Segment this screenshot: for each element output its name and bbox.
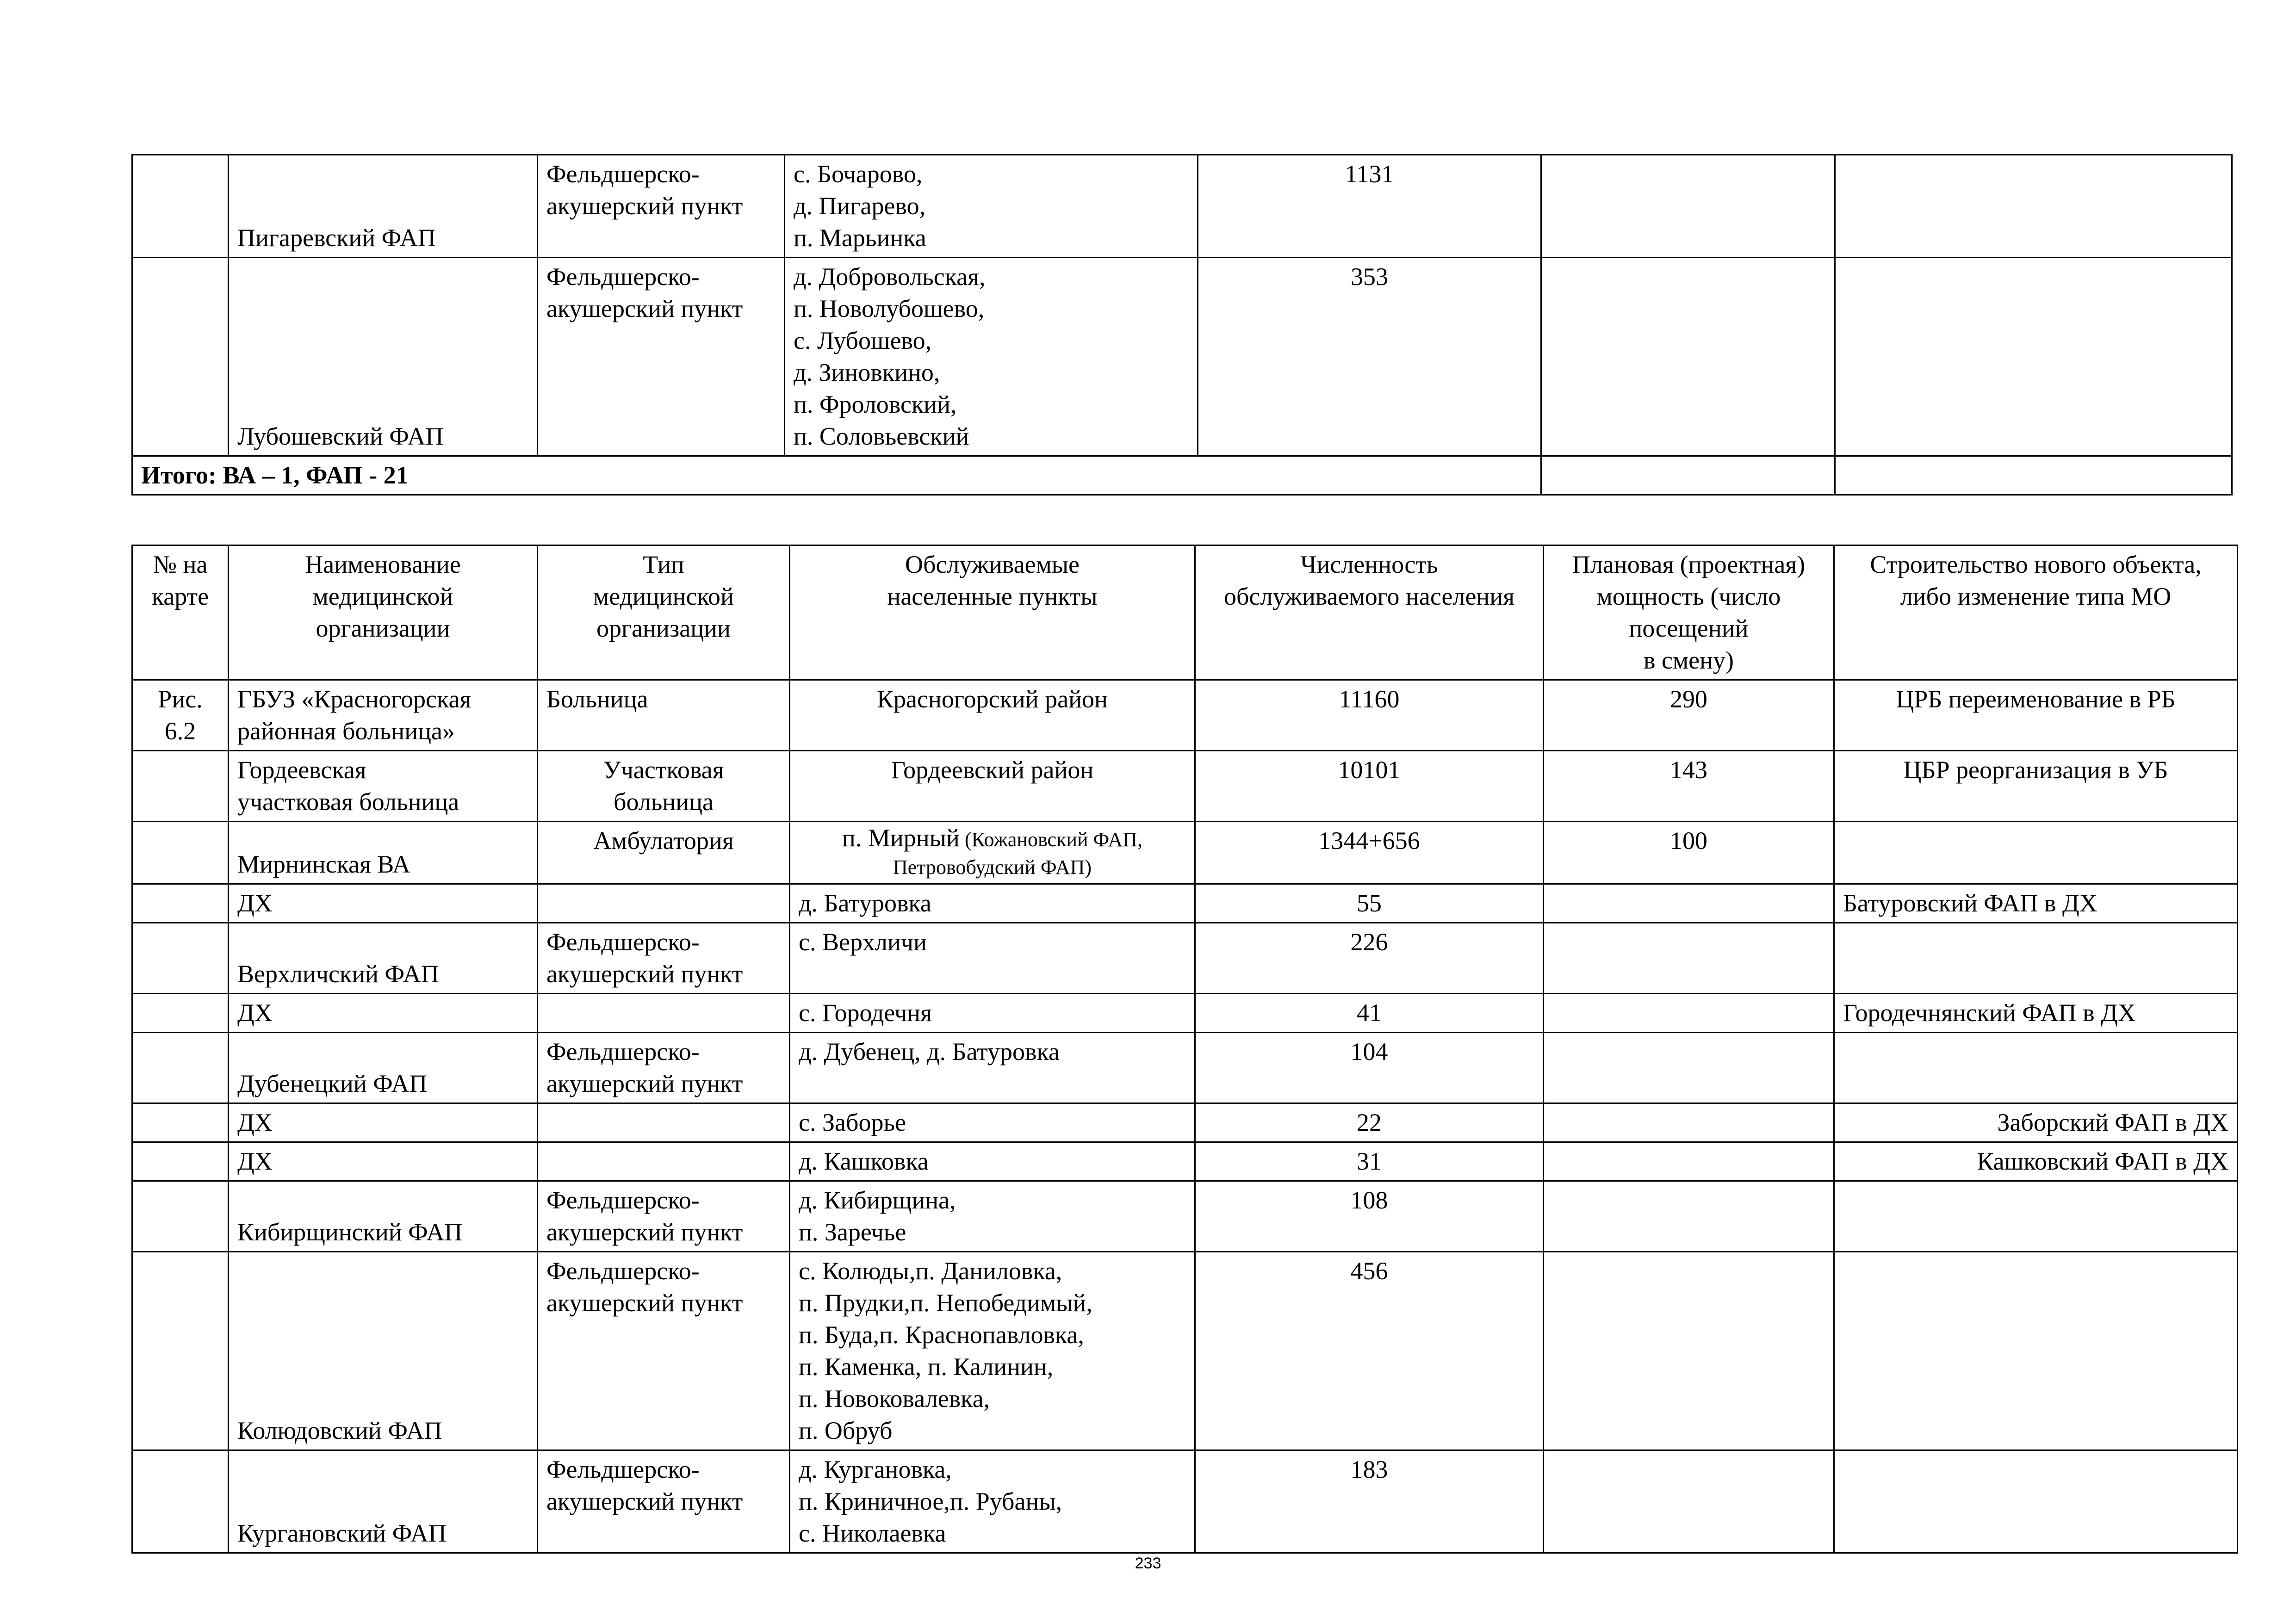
capacity-cell: [1544, 1181, 1834, 1252]
population-cell: 456: [1195, 1252, 1544, 1450]
population-cell: 31: [1195, 1142, 1544, 1181]
map-no-cell: [132, 822, 229, 884]
org-type-cell: Амбулатория: [538, 822, 790, 884]
total-cell: Итого: ВА – 1, ФАП - 21: [132, 456, 1541, 495]
settlements-cell: д. Дубенец, д. Батуровка: [790, 1033, 1195, 1103]
header-settlements: Обслуживаемые населенные пункты: [790, 545, 1195, 680]
capacity-cell: [1544, 994, 1834, 1033]
change-cell: [1835, 155, 2232, 258]
header-change: Строительство нового объекта, либо изменение типа МО: [1834, 545, 2238, 680]
medical-organizations-table: [131, 545, 2238, 1554]
settlements-cell: с. Заборье: [790, 1103, 1195, 1142]
capacity-cell: [1544, 1142, 1834, 1181]
table-row: [132, 1142, 2238, 1181]
change-cell: [1834, 1252, 2238, 1450]
settlements-cell: д. Кибирщина, п. Заречье: [790, 1181, 1195, 1252]
capacity-cell: [1544, 1252, 1834, 1450]
change-cell: [1835, 456, 2232, 495]
org-name-cell: ДХ: [229, 994, 538, 1033]
header-capacity: Плановая (проектная) мощность (число посещений в смену): [1544, 545, 1834, 680]
org-type-cell: Фельдшерско- акушерский пункт: [538, 1450, 790, 1553]
capacity-cell: 143: [1544, 751, 1834, 822]
org-name-cell: Кургановский ФАП: [229, 1450, 538, 1553]
table-row: [132, 155, 2232, 258]
org-type-cell: [538, 884, 790, 923]
map-no-cell: [132, 258, 229, 456]
table-row: [132, 994, 2238, 1033]
header-type: Тип медицинской организации: [538, 545, 790, 680]
org-name-cell: Гордеевская участковая больница: [229, 751, 538, 822]
capacity-cell: [1544, 1450, 1834, 1553]
org-type-cell: [538, 1103, 790, 1142]
table-row: [132, 1181, 2238, 1252]
org-name-cell: Дубенецкий ФАП: [229, 1033, 538, 1103]
settlements-cell: с. Городечня: [790, 994, 1195, 1033]
page-number: 233: [1135, 1555, 1161, 1572]
settlements-cell: с. Бочарово, д. Пигарево, п. Марьинка: [785, 155, 1198, 258]
org-type-cell: Фельдшерско- акушерский пункт: [538, 1252, 790, 1450]
map-no-cell: [132, 884, 229, 923]
capacity-cell: 100: [1544, 822, 1834, 884]
org-type-cell: [538, 1142, 790, 1181]
org-name-cell: Пигаревский ФАП: [229, 155, 538, 258]
map-no-cell: [132, 1103, 229, 1142]
map-no-cell: [132, 1181, 229, 1252]
org-type-cell: Фельдшерско- акушерский пункт: [538, 1181, 790, 1252]
change-cell: Заборский ФАП в ДХ: [1834, 1103, 2238, 1142]
org-name-cell: ДХ: [229, 1103, 538, 1142]
change-cell: [1834, 1450, 2238, 1553]
org-type-cell: Фельдшерско- акушерский пункт: [538, 923, 790, 994]
capacity-cell: 290: [1544, 680, 1834, 751]
map-no-cell: [132, 1033, 229, 1103]
org-type-cell: Участковая больница: [538, 751, 790, 822]
capacity-cell: [1541, 155, 1835, 258]
header-row: [132, 545, 2238, 680]
table-row: [132, 1033, 2238, 1103]
population-cell: 11160: [1195, 680, 1544, 751]
population-cell: 104: [1195, 1033, 1544, 1103]
org-name-cell: Лубошевский ФАП: [229, 258, 538, 456]
map-no-cell: [132, 994, 229, 1033]
table-row: [132, 1252, 2238, 1450]
capacity-cell: [1544, 1103, 1834, 1142]
settlements-cell: Гордеевский район: [790, 751, 1195, 822]
org-name-cell: Верхличский ФАП: [229, 923, 538, 994]
population-cell: 55: [1195, 884, 1544, 923]
table-row: [132, 751, 2238, 822]
table-row: [132, 1103, 2238, 1142]
org-type-cell: Фельдшерско- акушерский пункт: [538, 258, 785, 456]
table-row: [132, 1450, 2238, 1553]
change-cell: Батуровский ФАП в ДХ: [1834, 884, 2238, 923]
population-cell: 226: [1195, 923, 1544, 994]
settlements-cell: с. Верхличи: [790, 923, 1195, 994]
population-cell: 1131: [1198, 155, 1541, 258]
population-cell: 353: [1198, 258, 1541, 456]
org-name-cell: ГБУЗ «Красногорская районная больница»: [229, 680, 538, 751]
settlements-cell: д. Кашковка: [790, 1142, 1195, 1181]
map-no-cell: Рис. 6.2: [132, 680, 229, 751]
change-cell: Городечнянский ФАП в ДХ: [1834, 994, 2238, 1033]
org-name-cell: ДХ: [229, 1142, 538, 1181]
change-cell: [1834, 1181, 2238, 1252]
org-name-cell: ДХ: [229, 884, 538, 923]
population-cell: 10101: [1195, 751, 1544, 822]
map-no-cell: [132, 155, 229, 258]
change-cell: [1835, 258, 2232, 456]
population-cell: 108: [1195, 1181, 1544, 1252]
map-no-cell: [132, 1142, 229, 1181]
org-type-cell: Фельдшерско- акушерский пункт: [538, 1033, 790, 1103]
org-name-cell: Кибирщинский ФАП: [229, 1181, 538, 1252]
population-cell: 22: [1195, 1103, 1544, 1142]
map-no-cell: [132, 923, 229, 994]
change-cell: [1834, 923, 2238, 994]
settlements-cell: д. Добровольская, п. Новолубошево, с. Лубошево, д. Зиновкино, п. Фроловский, п. Соловьевский: [785, 258, 1198, 456]
header-population: Численность обслуживаемого населения: [1195, 545, 1544, 680]
population-cell: 183: [1195, 1450, 1544, 1553]
settlements-cell: д. Батуровка: [790, 884, 1195, 923]
capacity-cell: [1544, 923, 1834, 994]
change-cell: ЦРБ переименование в РБ: [1834, 680, 2238, 751]
map-no-cell: [132, 1450, 229, 1553]
map-no-cell: [132, 1252, 229, 1450]
org-name-cell: Колюдовский ФАП: [229, 1252, 538, 1450]
capacity-cell: [1544, 884, 1834, 923]
table-row: [132, 258, 2232, 456]
settlements-cell: Красногорский район: [790, 680, 1195, 751]
table-row: [132, 680, 2238, 751]
change-cell: [1834, 1033, 2238, 1103]
change-cell: Кашковский ФАП в ДХ: [1834, 1142, 2238, 1181]
org-type-cell: [538, 994, 790, 1033]
org-name-cell: Мирнинская ВА: [229, 822, 538, 884]
change-cell: [1834, 822, 2238, 884]
settlements-cell: с. Колюды,п. Даниловка, п. Прудки,п. Непобедимый, п. Буда,п. Краснопавловка, п. Каменка, п. Калинин, п. Новоковалевка, п. Обруб: [790, 1252, 1195, 1450]
population-cell: 1344+656: [1195, 822, 1544, 884]
table-row: [132, 884, 2238, 923]
change-cell: ЦБР реорганизация в УБ: [1834, 751, 2238, 822]
population-cell: 41: [1195, 994, 1544, 1033]
settlements-cell: д. Кургановка, п. Криничное,п. Рубаны, с. Николаевка: [790, 1450, 1195, 1553]
table-continuation: [131, 154, 2233, 496]
settlements-note: (Кожановский ФАП, Петровобудский ФАП): [893, 828, 1143, 879]
map-no-cell: [132, 751, 229, 822]
settlements-cell: [790, 822, 1195, 884]
org-type-cell: Больница: [538, 680, 790, 751]
table-row: [132, 822, 2238, 884]
capacity-cell: [1541, 258, 1835, 456]
capacity-cell: [1544, 1033, 1834, 1103]
header-name: Наименование медицинской организации: [229, 545, 538, 680]
settlements-main: п. Мирный: [842, 824, 960, 852]
total-row: [132, 456, 2232, 495]
org-type-cell: Фельдшерско- акушерский пункт: [538, 155, 785, 258]
capacity-cell: [1541, 456, 1835, 495]
table-row: [132, 923, 2238, 994]
header-map-no: № на карте: [132, 545, 229, 680]
